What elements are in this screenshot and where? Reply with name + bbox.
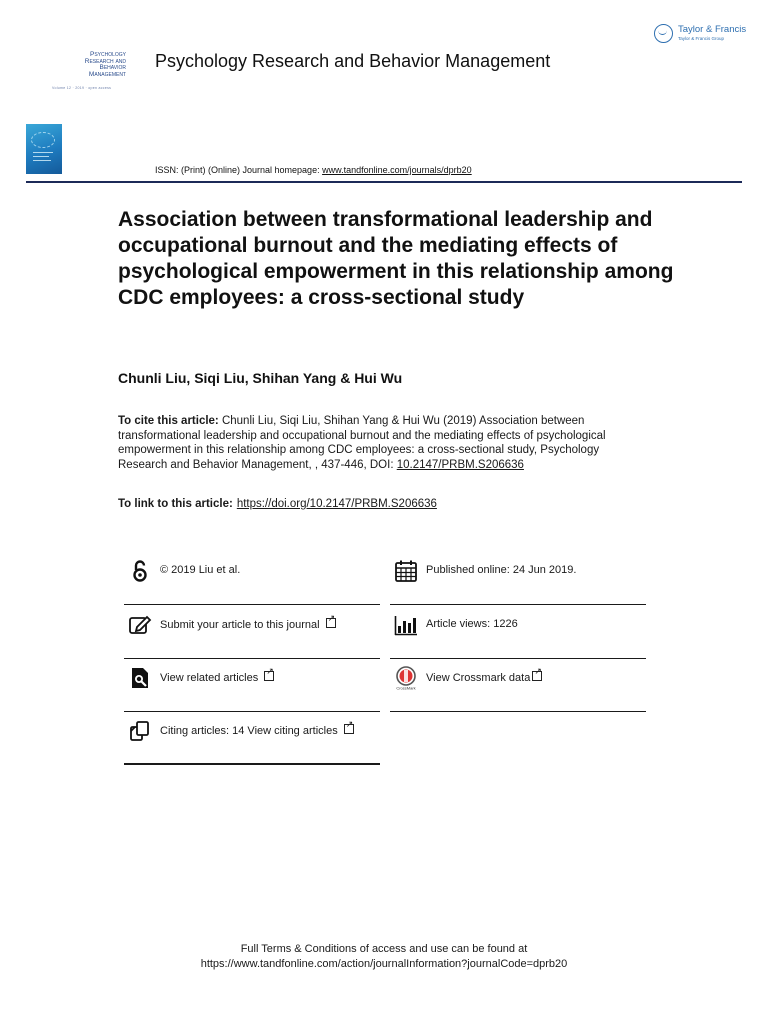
citing-articles-link[interactable]: Citing articles: 14 View citing articles↗	[160, 724, 354, 737]
journal-logo-line: Psychology	[89, 51, 126, 58]
journal-logo-line: Behavior	[99, 64, 126, 72]
doi-link[interactable]: https://doi.org/10.2147/PRBM.S206636	[236, 498, 437, 510]
related-articles-cell[interactable]	[124, 653, 380, 705]
related-articles-link[interactable]: View related articles↗	[160, 671, 274, 684]
journal-title: Psychology Research and Behavior Management	[155, 51, 551, 71]
journal-cover-image[interactable]	[26, 124, 62, 174]
article-views-cell[interactable]	[390, 600, 646, 652]
external-link-icon	[532, 671, 542, 681]
edit-icon	[128, 613, 152, 637]
journal-logo-footer: Volume 12 · 2019 · open access	[52, 86, 112, 90]
journal-homepage-link[interactable]: www.tandfonline.com/journals/dprb20	[322, 165, 472, 175]
citing-documents-icon	[128, 719, 152, 743]
copyright-text: © 2019 Liu et al.	[160, 564, 241, 576]
published-cell	[390, 546, 646, 598]
cite-doi-link[interactable]: 10.2147/PRBM.S206636	[396, 458, 524, 471]
published-date: Published online: 24 Jun 2019.	[426, 564, 577, 576]
issn-line	[155, 165, 472, 175]
external-link-icon	[264, 671, 274, 681]
external-link-icon	[326, 618, 336, 628]
taylor-francis-icon	[654, 24, 673, 43]
bar-chart-icon	[394, 613, 418, 637]
crossmark-small-label: CrossMark	[396, 685, 416, 690]
publisher-name: Taylor & Francis	[678, 24, 747, 35]
external-link-icon	[344, 724, 354, 734]
calendar-icon	[394, 559, 418, 583]
link-label: To link to this article:	[118, 498, 233, 510]
footer-terms-text: Full Terms & Conditions of access and use can be found at	[240, 943, 528, 955]
copyright-cell	[124, 546, 380, 598]
header-divider	[26, 181, 742, 183]
footer-terms-url[interactable]: https://www.tandfonline.com/action/journalInformation?journalCode=dprb20	[200, 958, 568, 970]
publisher-logo[interactable]	[654, 22, 754, 48]
crossmark-icon	[394, 666, 418, 690]
article-authors: Chunli Liu, Siqi Liu, Shihan Yang & Hui Wu	[118, 370, 403, 386]
open-access-icon	[128, 559, 152, 583]
citing-articles-cell[interactable]	[124, 706, 380, 758]
article-views[interactable]: Article views: 1226	[426, 618, 518, 630]
cite-label: To cite this article:	[118, 415, 219, 427]
footer	[0, 942, 768, 972]
document-search-icon	[128, 666, 152, 690]
submit-article-cell[interactable]	[124, 600, 380, 652]
submit-article-link[interactable]: Submit your article to this journal↗	[160, 618, 336, 631]
article-link-line	[118, 498, 437, 510]
citation-block	[118, 414, 638, 472]
crossmark-cell[interactable]	[390, 653, 646, 705]
issn-text: ISSN: (Print) (Online) Journal homepage:	[155, 165, 323, 175]
journal-logo-line: Management	[88, 70, 126, 78]
crossmark-link[interactable]: View Crossmark data↗	[426, 671, 542, 684]
cite-text: Chunli Liu, Siqi Liu, Shihan Yang & Hui Wu (2019) Association between transformational leadership and occupational burnout and the mediating effects of psychological empowerment in this relationship among CDC employees: a cross-sectional study, Psychology Research and Behavior Management, , 437-446, DOI:	[118, 415, 606, 471]
journal-logo-line: Research and	[84, 57, 126, 65]
article-title: Association between transformational leadership and occupational burnout and the mediating effects of psychological empowerment in this relationship among CDC employees: a cross-sectional study	[118, 208, 674, 309]
publisher-subname: Taylor & Francis Group	[678, 36, 725, 41]
journal-logo	[50, 52, 126, 78]
